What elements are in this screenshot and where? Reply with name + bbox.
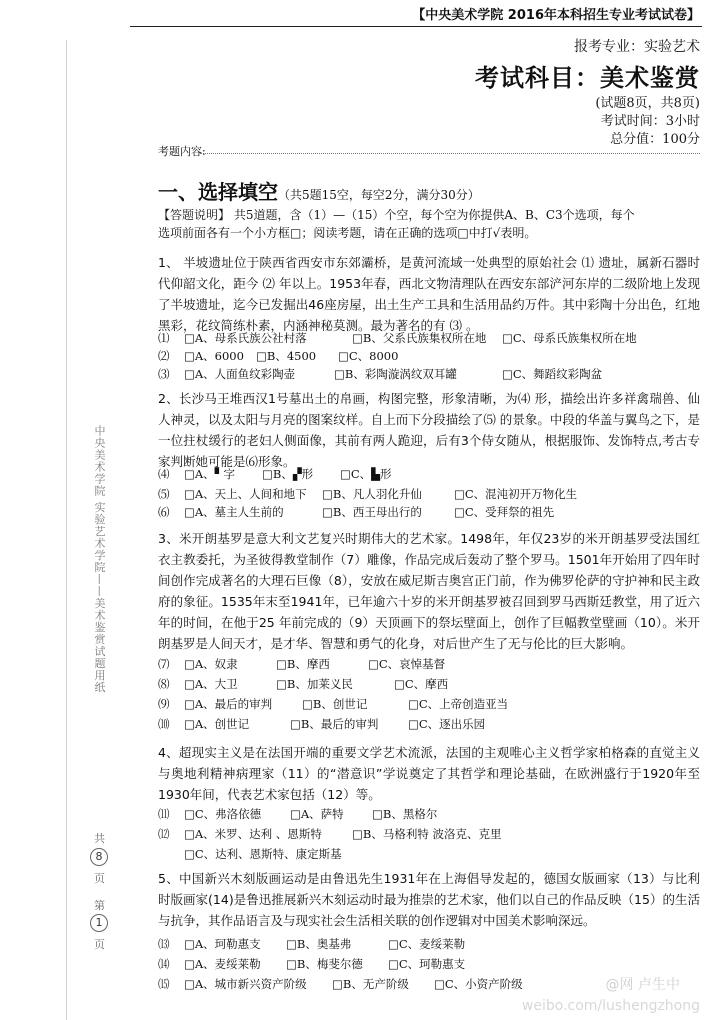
option-c[interactable]: □C、混沌初开万物化生	[454, 487, 578, 501]
option-c[interactable]: □C、8000	[338, 349, 399, 363]
question-3-option-row-3	[158, 696, 508, 712]
question-4-option-row-3	[158, 846, 342, 862]
option-a[interactable]: □A、▘字	[184, 467, 236, 481]
option-number: ⑻	[158, 677, 170, 691]
section-title-text: 一、选择填空	[158, 180, 278, 204]
option-a[interactable]: □A、米罗、达利 、恩斯特	[184, 827, 322, 841]
question-5: 5、中国新兴木刻版画运动是由鲁迅先生1931年在上海倡导发起的，德国女版画家（13）与比利时版画家(14)是鲁迅推展新兴木刻运动时最为推崇的艺术家，他们以自己的作品反映（15）的生活与抗争，其作品语言及与现实社会生活相关联的创作逻辑对中国美术影响深远。	[158, 871, 701, 928]
option-number: ⑸	[158, 487, 170, 501]
option-a[interactable]: □A、母系氏族公社村落	[184, 331, 307, 345]
option-b[interactable]: □B、父系氏族集权所在地	[352, 331, 487, 345]
option-b[interactable]: □B、彩陶漩涡纹双耳罐	[334, 367, 457, 381]
option-b[interactable]: □B、▞形	[262, 467, 314, 481]
question-1-option-row-2	[158, 348, 398, 364]
option-a[interactable]: □A、城市新兴资产阶级	[184, 977, 307, 991]
option-number: ⑽	[158, 717, 170, 731]
option-c[interactable]: □C、受拜祭的祖先	[454, 505, 555, 519]
watermark-brand: @网 卢生中	[605, 977, 680, 993]
question-2: 2、长沙马王堆西汉1号墓出土的帛画，构图完整，形象清晰，为⑷ 形，描绘出许多祥禽瑞兽、仙人神灵，以及太阳与月亮的图案纹样。自上而下分段描绘了⑸ 的景象。中段的华盖与翼鸟之下，是一位拄杖缓行的老妇人侧面像，其前有两人跪迎，后有3个侍女随从，根据服饰、发饰特点,考古专家判断她可能是⑹形象。	[158, 391, 700, 469]
question-5-option-row-1	[158, 936, 465, 952]
page-current-prefix: 第	[94, 899, 105, 912]
option-number: ⑹	[158, 505, 170, 519]
content-label: 考题内容:	[158, 145, 206, 158]
question-4-option-row-2	[158, 826, 501, 842]
option-c[interactable]: □C、摩西	[394, 677, 449, 691]
question-1-option-row-1	[158, 330, 637, 346]
binding-margin-text: 中央美术学院 实验艺术学院——美术鉴赏试题用纸	[93, 425, 106, 694]
content-dotted-line	[200, 153, 700, 154]
option-number: ⑾	[158, 807, 170, 821]
question-count: (试题8页，共8页)	[595, 96, 700, 111]
option-c[interactable]: □C、▙形	[340, 467, 392, 481]
instructions-line-2: 选项前面各有一个小方框□；阅读考题，请在正确的选项□中打√表明。	[158, 226, 537, 240]
option-b[interactable]: □B、无产阶级	[332, 977, 409, 991]
question-5-option-row-2	[158, 956, 465, 972]
total-score: 总分值：100分	[610, 132, 700, 147]
page-total-prefix: 共	[94, 832, 105, 845]
binding-line	[66, 40, 67, 1020]
exam-major: 报考专业：实验艺术	[574, 39, 700, 55]
option-c[interactable]: □C、珂勒惠支	[388, 957, 466, 971]
option-a[interactable]: □A、墓主人生前的	[184, 505, 284, 519]
question-3-option-row-2	[158, 676, 448, 692]
option-a[interactable]: □A、麦绥莱勒	[184, 957, 261, 971]
option-number: ⑴	[158, 331, 170, 345]
option-number: ⒀	[158, 937, 170, 951]
page-total-number: 8	[90, 848, 108, 866]
question-1: 1、 半坡遗址位于陕西省西安市东郊灞桥，是黄河流域一处典型的原始社会 ⑴ 遗址，属新石器时代仰韶文化，距今 ⑵ 年以上。1953年春，西北文物清理队在西安东部浐河东岸的二级阶地上发现了半坡遗址，迄今已发掘出46座房屋，出土生产工具和生活用品约万件。其中彩陶十分出色，红地黑彩，花纹简练朴素，内涵神秘莫测。最为著名的有 ⑶ 。	[158, 255, 700, 333]
option-c[interactable]: □B、黑格尔	[372, 807, 438, 821]
option-a[interactable]: □A、天上、人间和地下	[184, 487, 307, 501]
question-2-option-row-1	[158, 466, 392, 482]
section-subtitle: （共5题15空，每空2分，满分30分）	[278, 188, 480, 202]
option-b[interactable]: □B、摩西	[276, 657, 330, 671]
answer-instructions	[158, 206, 698, 242]
section-title	[158, 176, 480, 205]
question-3-option-row-4	[158, 716, 485, 732]
option-a[interactable]: □A、人面鱼纹彩陶壶	[184, 367, 296, 381]
exam-subject: 考试科目：美术鉴赏	[475, 64, 700, 92]
option-c[interactable]: □C、上帝创造亚当	[408, 697, 509, 711]
option-number: ⑿	[158, 827, 170, 841]
option-a[interactable]: □A、大卫	[184, 677, 238, 691]
page-current-suffix: 页	[94, 938, 105, 951]
option-b[interactable]: □B、奥基弗	[286, 937, 352, 951]
option-a[interactable]: □A、创世记	[184, 717, 250, 731]
option-number: ⑼	[158, 697, 170, 711]
option-c[interactable]: □C、逐出乐园	[408, 717, 486, 731]
option-number: ⑺	[158, 657, 170, 671]
option-a[interactable]: □A、珂勒惠支	[184, 937, 261, 951]
option-b[interactable]: □B、4500	[256, 349, 317, 363]
page-current-number: 1	[90, 914, 108, 932]
option-a[interactable]: □A、最后的审判	[184, 697, 273, 711]
exam-time: 考试时间：3小时	[600, 114, 700, 129]
option-number: ⒁	[158, 957, 170, 971]
option-a[interactable]: □C、弗洛依德	[184, 807, 262, 821]
option-number: ⒂	[158, 977, 170, 991]
option-b[interactable]: □B、加莱义民	[276, 677, 353, 691]
option-b[interactable]: □A、萨特	[290, 807, 344, 821]
option-a[interactable]: □A、6000	[184, 349, 244, 363]
question-1-option-row-3	[158, 366, 602, 382]
option-a[interactable]: □A、奴隶	[184, 657, 238, 671]
option-b[interactable]: □B、创世记	[302, 697, 368, 711]
question-3-option-row-1	[158, 656, 445, 672]
option-c[interactable]: □C、麦绥莱勒	[388, 937, 466, 951]
option-c[interactable]: □C、小资产阶级	[434, 977, 523, 991]
option-b[interactable]: □B、梅斐尔德	[286, 957, 363, 971]
option-b[interactable]: □B、最后的审判	[290, 717, 379, 731]
option-number: ⑷	[158, 467, 170, 481]
question-4: 4、超现实主义是在法国开端的重要文学艺术流派，法国的主观唯心主义哲学家柏格森的直觉主义 与奥地利精神病理家（11）的“潜意识”学说奠定了其哲学和理论基础，在欧洲盛行于1920年至1930年间，代表艺术家包括（12）等。	[158, 745, 700, 802]
option-b[interactable]: □B、西王母出行的	[322, 505, 422, 519]
question-4-option-row-1	[158, 806, 437, 822]
option-b[interactable]: □B、凡人羽化升仙	[322, 487, 422, 501]
page-total-suffix: 页	[94, 872, 105, 885]
question-5-option-row-3	[158, 976, 523, 992]
option-c[interactable]: □C、舞蹈纹彩陶盆	[502, 367, 603, 381]
exam-paper-title: 【中央美术学院 2016年本科招生专业考试试卷】	[412, 8, 700, 23]
option-number: ⑵	[158, 349, 170, 363]
question-3: 3、米开朗基罗是意大利文艺复兴时期伟大的艺术家。1498年，年仅23岁的米开朗基罗受法国红衣主教委托，为圣彼得教堂制作（7）雕像，作品完成后轰动了整个罗马。1501年开始用了四年时间创作完成著名的大理石巨像（8），安放在威尼斯吉奥宫正门前，作为佛罗伦萨的守护神和民主政府的象征。1535年末至1941年，已年逾六十岁的米开朗基罗被召回到罗马西斯廷教堂，用了近六年的时间，在他于25 年前完成的（9）天顶画下的祭坛壁面上，创作了巨幅教堂壁画（10）。米开朗基罗是人间天才，是才华、智慧和勇气的化身，对后世产生了无与伦比的巨大影响。	[158, 531, 700, 651]
watermark-url: weibo.com/lushengzhong	[521, 998, 700, 1014]
option-b[interactable]: □B、马格利特 波洛克、克里	[352, 827, 502, 841]
question-2-option-row-2	[158, 486, 577, 502]
question-2-option-row-3	[158, 504, 554, 520]
header-rule	[130, 26, 702, 27]
option-c[interactable]: □C、哀悼基督	[368, 657, 446, 671]
option-number: ⑶	[158, 367, 170, 381]
option-c[interactable]: □C、达利、恩斯特、康定斯基	[184, 847, 342, 861]
option-c[interactable]: □C、母系氏族集权所在地	[502, 331, 637, 345]
instructions-line-1: 【答题说明】 共5道题，含（1）—（15）个空，每个空为你提供A、B、C3个选项，每个	[158, 208, 635, 222]
